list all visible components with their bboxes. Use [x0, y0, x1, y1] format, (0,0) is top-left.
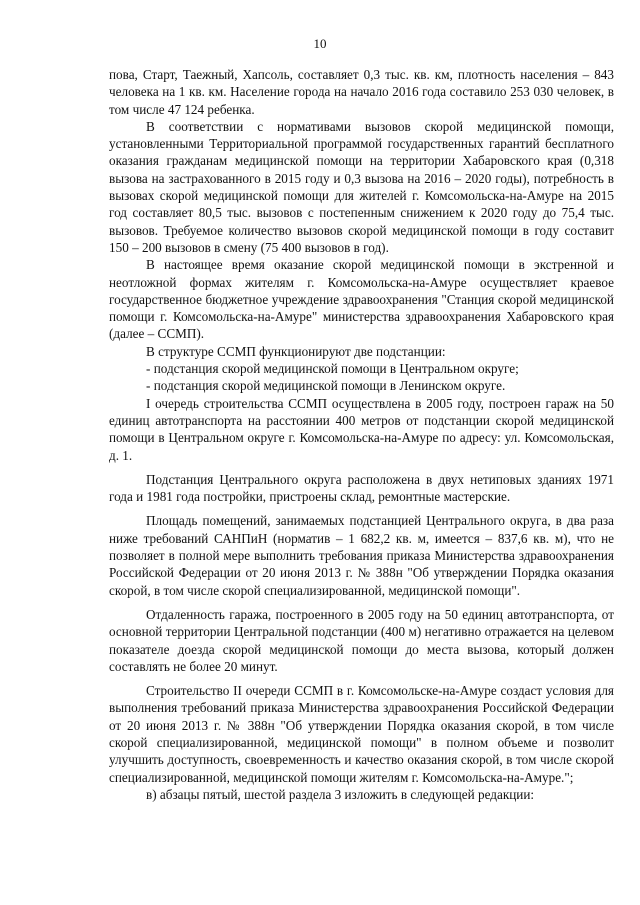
- paragraph-floor-area: Площадь помещений, занимаемых подстанцией Центрального округа, в два раза ниже требований САНПиН (норматив – 1 682,2 кв. м, имеется – 837,6 кв. м), что не позволяет в полной мере выполнить требования приказа Министерства здравоохранения Российской Федерации от 20 июня 2013 г. № 388н "Об утверждении Порядка оказания скорой, в том числе скорой специализированной, медицинской помощи".: [109, 513, 614, 598]
- page-number: 10: [313, 36, 327, 51]
- paragraph-structure-intro: В структуре ССМП функционируют две подстанции:: [146, 343, 446, 359]
- paragraph-current-provider: В настоящее время оказание скорой медицинской помощи в экстренной и неотложной формах жителям г. Комсомольска-на-Амуре осуществляет краевое государственное бюджетное учреждение здравоохранения "Станция скорой медицинской помощи г. Комсомольска-на-Амуре" министерства здравоохранения Хабаровского края (далее – ССМП).: [109, 257, 614, 342]
- list-item-central-substation: - подстанция скорой медицинской помощи в Центральном округе;: [146, 361, 519, 377]
- document-body: [109, 66, 614, 803]
- paragraph-population: пова, Старт, Таежный, Хапсоль, составляет 0,3 тыс. кв. км, плотность населения – 843 человека на 1 кв. км. Население города на начало 2016 года составило 253 030 человек, в том числе 47 124 ребенка.: [109, 67, 614, 117]
- paragraph-central-buildings: Подстанция Центрального округа расположена в двух нетиповых зданиях 1971 года и 1981 года постройки, пристроены склад, ремонтные мастерские.: [109, 471, 614, 505]
- paragraph-first-stage: I очередь строительства ССМП осуществлена в 2005 году, построен гараж на 50 единиц автотранспорта на расстоянии 400 метров от подстанции скорой медицинской помощи в Центральном округе г. Комсомольска-на-Амуре по адресу: ул. Комсомольская, д. 1.: [109, 395, 614, 463]
- paragraph-call-norms: В соответствии с нормативами вызовов скорой медицинской помощи, установленными Территориальной программой государственных гарантий бесплатного оказания гражданам медицинской помощи на территории Хабаровского края (0,318 вызова на застрахованного в 2015 году и 0,3 вызова на 2016 – 2020 годы), потребность в вызовах скорой медицинской помощи для жителей г. Комсомольска-на-Амуре на 2015 год составляет 80,5 тыс. вызовов с постепенным снижением к 2020 году до 75,4 тыс. вызовов. Требуемое количество вызовов скорой медицинской помощи в году составит 150 – 200 вызовов в смену (75 400 вызовов в год).: [109, 118, 614, 255]
- list-item-leninsky-substation: - подстанция скорой медицинской помощи в Ленинском округе.: [146, 378, 506, 394]
- paragraph-second-stage: Строительство II очереди ССМП в г. Комсомольске-на-Амуре создаст условия для выполнения требований приказа Министерства здравоохранения Российской Федерации от 20 июня 2013 г. № 388н "Об утверждении Порядка оказания скорой, в том числе скорой специализированной, медицинской помощи" в полном объеме и позволит улучшить доступность, своевременность и качество оказания скорой, в том числе скорой специализированной, медицинской помощи жителям г. Комсомольска-на-Амуре.";: [109, 683, 614, 785]
- paragraph-amendment: в) абзацы пятый, шестой раздела 3 изложить в следующей редакции:: [146, 786, 535, 802]
- paragraph-garage-distance: Отдаленность гаража, построенного в 2005 году на 50 единиц автотранспорта, от основной территории Центральной подстанции (400 м) негативно отражается на целевом показателе доезда скорой медицинской помощи до места вызова, который должен составлять не более 20 минут.: [109, 606, 614, 674]
